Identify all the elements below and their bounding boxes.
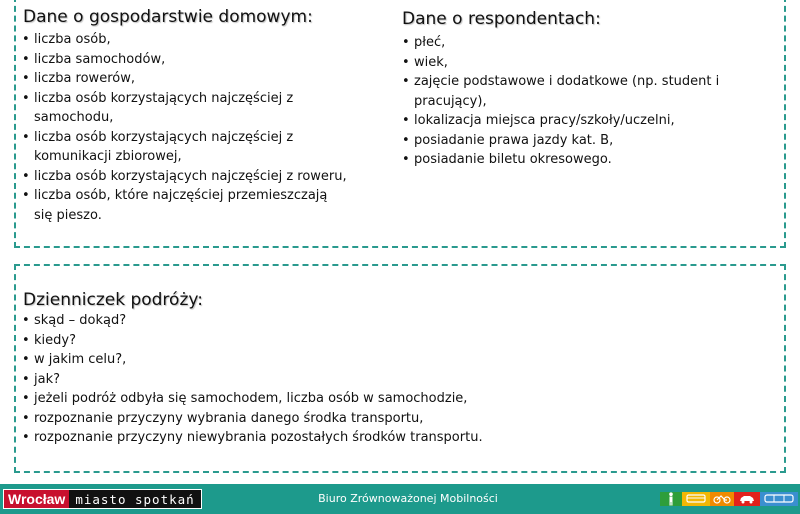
transport-modes-strip xyxy=(660,490,798,508)
list-item: • liczba samochodów, xyxy=(22,51,166,67)
footer-bar xyxy=(0,484,800,514)
bicycle-icon xyxy=(710,492,734,506)
list-item: • liczba osób korzystających najczęściej z samochodu, xyxy=(22,90,294,125)
list-item: • posiadanie biletu okresowego. xyxy=(402,152,612,167)
list-item: • w jakim celu?, xyxy=(22,352,127,367)
list-item: • rozpoznanie przyczyny wybrania danego środka transportu, xyxy=(22,410,424,426)
diary-title: Dzienniczek podróży: xyxy=(23,290,203,310)
list-item: • jak? xyxy=(22,371,61,387)
list-item: • rozpoznanie przyczyny niewybrania pozostałych środków transportu. xyxy=(22,430,483,445)
list-item: • posiadanie prawa jazdy kat. B, xyxy=(402,132,614,148)
list-item: • liczba osób korzystających najczęściej z roweru, xyxy=(22,168,347,184)
list-item: • liczba osób korzystających najczęściej z komunikacji zbiorowej, xyxy=(22,129,294,164)
tram-icon xyxy=(760,492,798,506)
household-list xyxy=(22,30,347,225)
logo-slogan: miasto spotkań xyxy=(69,490,200,508)
list-item: • liczba osób, które najczęściej przemieszczają się pieszo. xyxy=(22,188,328,223)
car-icon xyxy=(734,492,760,506)
list-item: • liczba rowerów, xyxy=(22,71,135,86)
respondents-list xyxy=(402,33,719,170)
footer-office-name: Biuro Zrównoważonej Mobilności xyxy=(318,492,498,505)
list-item: • kiedy? xyxy=(22,332,76,348)
pedestrian-icon xyxy=(660,492,682,506)
logo-city-name: Wrocław xyxy=(4,490,69,508)
list-item: • liczba osób, xyxy=(22,32,111,47)
respondents-title: Dane o respondentach: xyxy=(402,9,601,29)
list-item: • lokalizacja miejsca pracy/szkoły/uczelni, xyxy=(402,113,675,128)
list-item: • wiek, xyxy=(402,54,448,70)
diary-list xyxy=(22,311,483,448)
list-item: • jeżeli podróż odbyła się samochodem, liczba osób w samochodzie, xyxy=(22,391,468,406)
list-item: • płeć, xyxy=(402,35,446,50)
list-item: • zajęcie podstawowe i dodatkowe (np. student i pracujący), xyxy=(402,74,720,109)
bus-icon xyxy=(682,492,710,506)
household-title: Dane o gospodarstwie domowym: xyxy=(23,7,313,27)
list-item: • skąd – dokąd? xyxy=(22,313,127,328)
